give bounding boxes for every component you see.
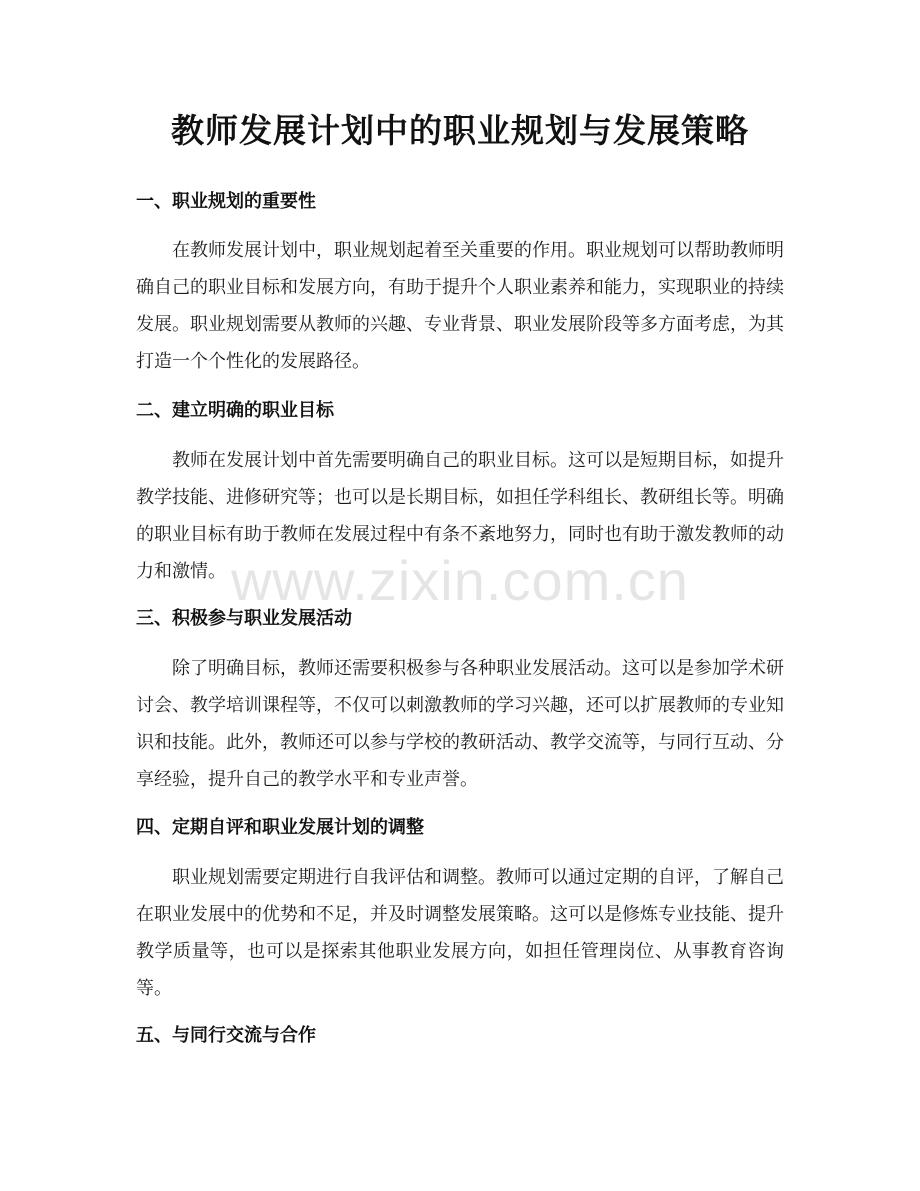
document-title: 教师发展计划中的职业规划与发展策略 (171, 111, 749, 150)
section-paragraph-3: 除了明确目标，教师还需要积极参与各种职业发展活动。这可以是参加学术研讨会、教学培训课程等，不仅可以刺激教师的学习兴趣，还可以扩展教师的专业知识和技能。此外，教师还可以参与学校的教研活动、教学交流等，与同行互动、分享经验，提升自己的教学水平和专业声誉。 (136, 658, 784, 790)
section-paragraph-2: 教师在发展计划中首先需要明确自己的职业目标。这可以是短期目标，如提升教学技能、进修研究等；也可以是长期目标，如担任学科组长、教研组长等。明确的职业目标有助于教师在发展过程中有条不紊地努力，同时也有助于激发教师的动力和激情。 (136, 450, 784, 582)
section-heading-4: 四、定期自评和职业发展计划的调整 (136, 817, 424, 838)
watermark: www.zixin.com.cn (231, 549, 689, 612)
section-heading-1: 一、职业规划的重要性 (136, 191, 316, 212)
section-paragraph-4: 职业规划需要定期进行自我评估和调整。教师可以通过定期的自评，了解自己在职业发展中的优势和不足，并及时调整发展策略。这可以是修炼专业技能、提升教学质量等，也可以是探索其他职业发展方向，如担任管理岗位、从事教育咨询等。 (136, 867, 784, 999)
section-paragraph-1: 在教师发展计划中，职业规划起着至关重要的作用。职业规划可以帮助教师明确自己的职业目标和发展方向，有助于提升个人职业素养和能力，实现职业的持续发展。职业规划需要从教师的兴趣、专业背景、职业发展阶段等多方面考虑，为其打造一个个性化的发展路径。 (136, 240, 784, 372)
section-heading-5: 五、与同行交流与合作 (136, 1025, 316, 1046)
section-heading-3: 三、积极参与职业发展活动 (136, 608, 352, 629)
section-heading-2: 二、建立明确的职业目标 (136, 400, 334, 421)
